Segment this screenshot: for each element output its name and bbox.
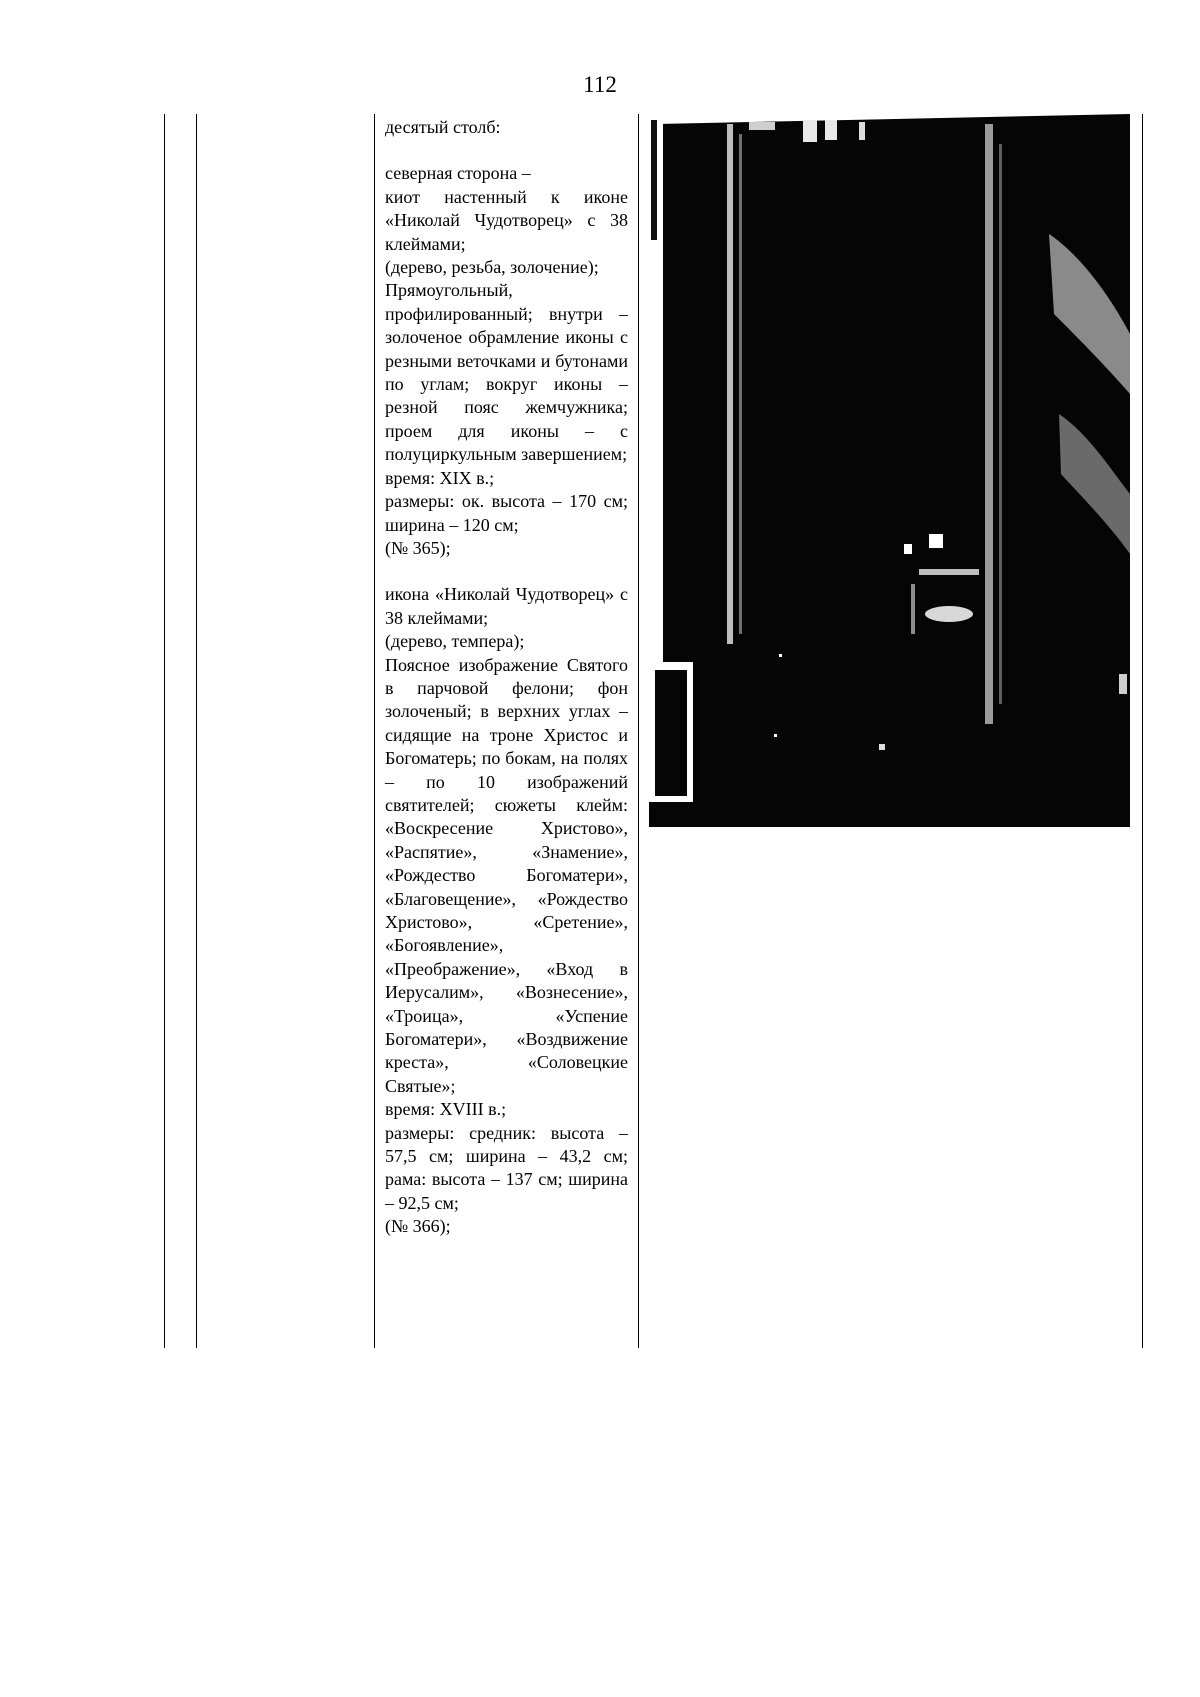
table-column-divider-2 bbox=[374, 114, 375, 1348]
kiot-material: (дерево, резьба, золочение); bbox=[385, 257, 599, 278]
kiot-photo-image bbox=[649, 114, 1130, 827]
pillar-heading: десятый столб: bbox=[385, 117, 501, 137]
icon-material: (дерево, темпера); bbox=[385, 631, 525, 652]
table-column-divider-3 bbox=[638, 114, 639, 1348]
kiot-number: (№ 365); bbox=[385, 537, 451, 558]
page-number: 112 bbox=[583, 72, 617, 97]
table-column-divider-1 bbox=[196, 114, 197, 1348]
side-label: северная сторона – bbox=[385, 163, 531, 184]
icon-description: Поясное изображение Святого в парчовой фелони; фон золоченый; в верхних углах – сидящие на троне Христос и Богоматерь; по бокам, на полях – по 10 изображений святителей; сюжеты клейм: «Воскресение Христово», «Распятие», «Знамение», «Рождество Богоматери», «Благовещение», «Рождество Христово», «Сретение», «Богоявление», «Преображение», «Вход в Иерусалим», «Вознесение», «Троица», «Успение Богоматери», «Воздвижение креста», «Соловецкие Святые»; bbox=[385, 654, 628, 1096]
icon-time: время: XVIII в.; bbox=[385, 1099, 507, 1120]
kiot-size: размеры: ок. высота – 170 см; ширина – 120 см; bbox=[385, 491, 628, 535]
kiot-description: Прямоугольный, профилированный; внутри – золоченое обрамление иконы с резными веточками и бутонами по углам; вокруг иконы – резной пояс жемчужника; проем для иконы – с полуциркульным завершением; bbox=[385, 280, 628, 465]
kiot-time: время: XIX в.; bbox=[385, 467, 495, 488]
table-border-left bbox=[164, 114, 165, 1348]
kiot-title: киот настенный к иконе «Николай Чудотворец» с 38 клеймами; bbox=[385, 186, 628, 254]
table-border-right bbox=[1142, 114, 1143, 1348]
icon-number: (№ 366); bbox=[385, 1216, 451, 1237]
description-column bbox=[385, 116, 628, 1239]
icon-title: икона «Николай Чудотворец» с 38 клеймами; bbox=[385, 584, 628, 628]
kiot-photo bbox=[649, 114, 1130, 827]
icon-size: размеры: средник: высота – 57,5 см; ширина – 43,2 см; рама: высота – 137 см; ширина – 92,5 см; bbox=[385, 1122, 628, 1213]
